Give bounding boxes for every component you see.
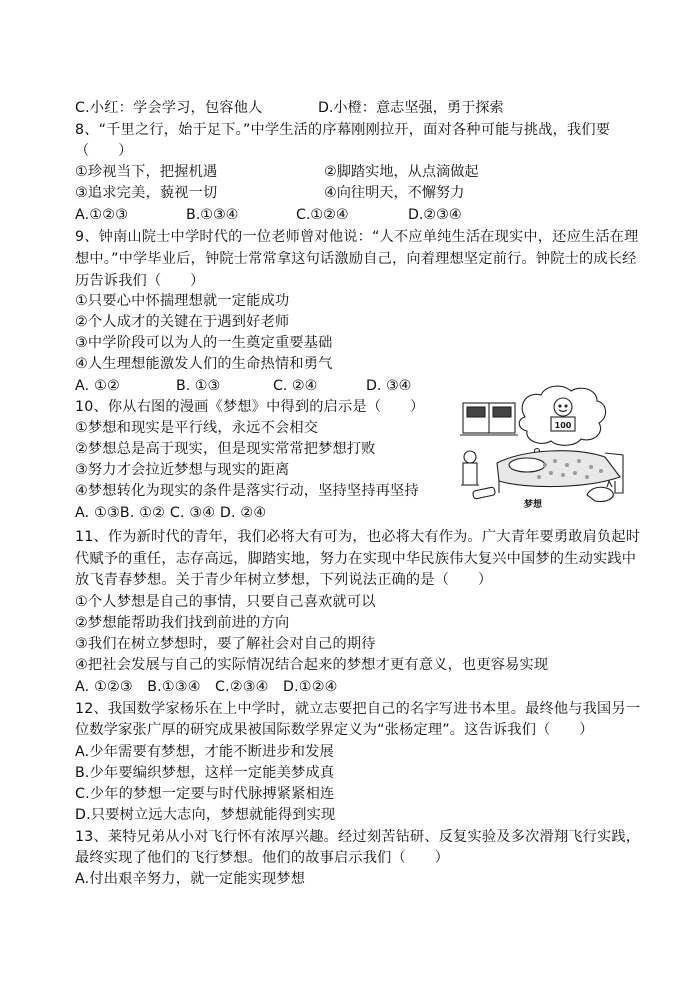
q9-option-d: D. ③④ bbox=[366, 378, 412, 394]
q13-option-a: A.付出艰辛努力，就一定能实现梦想 bbox=[75, 871, 306, 887]
q12-stem-line-1: 12、我国数学家杨乐在上中学时，就立志要把自己的名字写进书本里。最终他与我国另一 bbox=[75, 701, 641, 717]
q11-choices: A. ①②③ B.①③④ C.②③④ D.①②④ bbox=[75, 679, 338, 695]
cartoon-score: 100 bbox=[554, 421, 572, 430]
q10-statement-2: ②梦想总是高于现实，但是现实常常把梦想打败 bbox=[75, 441, 376, 457]
q13-stem-line-1: 13、莱特兄弟从小对飞行怀有浓厚兴趣。经过刻苦钻研、反复实验及多次滑翔飞行实践， bbox=[75, 829, 641, 845]
q9-stem-line-1: 9、钟南山院士中学时代的一位老师曾对他说：“人不应单纯生活在现实中，还应生活在理 bbox=[75, 229, 639, 245]
dream-cartoon-illustration bbox=[455, 385, 628, 513]
q11-statement-3: ③我们在树立梦想时，要了解社会对自己的期待 bbox=[75, 636, 376, 652]
q9-option-b: B. ①③ bbox=[176, 378, 221, 394]
q12-option-d: D.只要树立远大志向，梦想就能得到实现 bbox=[75, 807, 336, 823]
q9-stem-line-3: 历告诉我们（ ） bbox=[75, 273, 205, 289]
q8-statement-4: ④向往明天，不懈努力 bbox=[324, 185, 465, 201]
q8-statement-2: ②脚踏实地，从点滴做起 bbox=[324, 164, 479, 180]
q11-stem-line-1: 11、作为新时代的青年，我们必将大有可为，也必将大有作为。广大青年要勇敢肩负起时 bbox=[75, 529, 641, 545]
q8-option-b: B.①③④ bbox=[186, 207, 239, 223]
q12-stem-line-2: 位数学家张广厚的研究成果被国际数学界定义为“张杨定理”。这告诉我们（ ） bbox=[75, 722, 594, 738]
q9-statement-3: ③中学阶段可以为人的一生奠定重要基础 bbox=[75, 335, 333, 351]
q8-option-c: C.①②④ bbox=[296, 207, 349, 223]
q12-option-b: B.少年要编织梦想，这样一定能美梦成真 bbox=[75, 765, 335, 781]
q8-statement-3: ③追求完美，藐视一切 bbox=[75, 185, 218, 201]
cat-drawing bbox=[587, 487, 613, 501]
q10-stem: 10、你从右图的漫画《梦想》中得到的启示是（ ） bbox=[75, 399, 425, 415]
q7-option-d: D.小橙：意志坚强，勇于探索 bbox=[318, 100, 504, 116]
q8-option-d: D.②③④ bbox=[408, 207, 462, 223]
q11-statement-2: ②梦想能帮助我们找到前进的方向 bbox=[75, 615, 290, 631]
q11-statement-1: ①个人梦想是自己的事情，只要自己喜欢就可以 bbox=[75, 594, 376, 610]
q11-stem-line-2: 代赋予的重任，志存高远，脚踏实地，努力在实现中华民族伟大复兴中国梦的生动实践中 bbox=[75, 551, 637, 567]
q8-option-a: A.①②③ bbox=[75, 207, 129, 223]
q8-statement-1: ①珍视当下，把握机遇 bbox=[75, 164, 218, 180]
q7-option-c: C.小红：学会学习，包容他人 bbox=[75, 100, 263, 116]
q10-statement-3: ③努力才会拉近梦想与现实的距离 bbox=[75, 462, 290, 478]
q9-statement-4: ④人生理想能激发人们的生命热情和勇气 bbox=[75, 356, 333, 372]
q13-stem-line-2: 最终实现了他们的飞行梦想。他们的故事启示我们（ ） bbox=[75, 850, 450, 866]
q10-statement-1: ①梦想和现实是平行线，永远不会相交 bbox=[75, 420, 319, 436]
q12-option-c: C.少年的梦想一定要与时代脉搏紧紧相连 bbox=[75, 786, 335, 802]
q11-stem-line-3: 放飞青春梦想。关于青少年树立梦想，下列说法正确的是（ ） bbox=[75, 572, 493, 588]
q9-stem-line-2: 想中。”中学毕业后，钟院士常常拿这句话激励自己，向着理想坚定前行。钟院士的成长经 bbox=[75, 251, 637, 267]
q8-stem-line-1: 8、“千里之行，始于足下。”中学生活的序幕刚刚拉开，面对各种可能与挑战，我们要 bbox=[75, 122, 611, 138]
cartoon-caption: 梦想 bbox=[523, 500, 543, 510]
q10-choices: A. ①③B. ①② C. ③④ D. ②④ bbox=[75, 505, 267, 521]
q12-option-a: A.少年需要有梦想，才能不断进步和发展 bbox=[75, 744, 334, 760]
q11-statement-4: ④把社会发展与自己的实际情况结合起来的梦想才更有意义，也更容易实现 bbox=[75, 657, 549, 673]
q8-stem-line-2: （ ） bbox=[75, 143, 133, 159]
q9-option-c: C. ②④ bbox=[273, 378, 318, 394]
q9-option-a: A. ①② bbox=[75, 378, 120, 394]
q10-statement-4: ④梦想转化为现实的条件是落实行动，坚持坚持再坚持 bbox=[75, 483, 419, 499]
q9-statement-2: ②个人成才的关键在于遇到好老师 bbox=[75, 314, 290, 330]
q9-statement-1: ①只要心中怀揣理想就一定能成功 bbox=[75, 293, 290, 309]
